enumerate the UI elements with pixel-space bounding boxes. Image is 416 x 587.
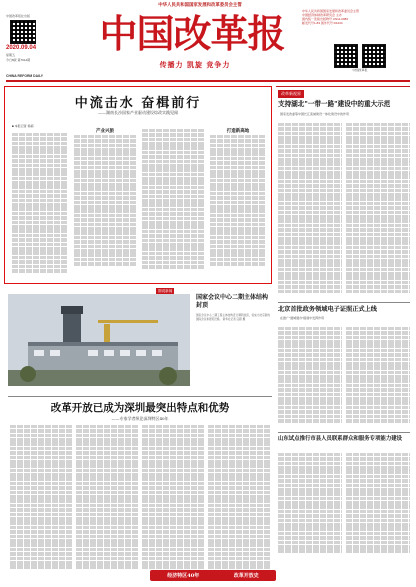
right-note: 中国经济体制改革研究会 主办 <box>302 13 342 17</box>
building-illustration-icon <box>8 294 190 386</box>
right-col-tag: 改革新视界 <box>278 90 304 98</box>
lead-subtitle: ——湖南长沙国家产业驱动建设综改实践见闻 <box>98 110 178 115</box>
bottom-col-2 <box>76 424 138 569</box>
lead-title: 中流击水 奋楫前行 <box>74 96 202 111</box>
right-col-e <box>278 452 342 553</box>
bottom-col-3 <box>142 424 204 569</box>
right-qr-icon <box>362 44 386 68</box>
right-headline-1: 支持湖北"一带一路"建设中的重大示范 <box>278 100 391 108</box>
right-col-b <box>346 122 410 293</box>
right-col-a <box>278 122 342 293</box>
lead-section-2: 打造新高地 <box>226 128 250 133</box>
right-col-d <box>346 326 410 423</box>
qr-label: 中国改革报 <box>352 68 368 72</box>
right-note: 中华人民共和国国家发展和改革委员会主管 <box>302 9 360 13</box>
masthead-rule <box>6 80 410 82</box>
bottom-title: 改革开放已成为深圳最突出特点和优势 <box>50 402 230 414</box>
top-line: 中华人民共和国国家发展和改革委员会主管 <box>158 2 242 7</box>
left-info <box>6 14 50 62</box>
bottom-col-1 <box>10 424 72 569</box>
lead-col-4 <box>210 128 266 266</box>
right-headline-3: 山东试点推行市县人员联系群众和服务专项能力建设 <box>278 436 402 442</box>
right-sub-1: 国家发改委等中国长江流域建设一体化建设中的作用 <box>280 112 350 116</box>
right-divider <box>278 302 410 303</box>
bottom-subtitle: ——专家学者纵论深圳特区40年 <box>111 416 169 421</box>
issue-date: 2020.09.04 <box>6 45 37 51</box>
newspaper-slogan: 传播力 凯旋 竞争力 <box>159 60 231 69</box>
newspaper-english: CHINA REFORM DAILY <box>6 74 44 78</box>
footer-left: 经济特区40年 <box>167 573 200 579</box>
bottom-divider <box>8 396 272 397</box>
left-info-publisher: 中国改革报社出版 <box>6 14 31 18</box>
left-qr-icon <box>10 20 36 44</box>
right-col-f <box>346 452 410 553</box>
right-note: 国内统一连续出版物号 CN11-0083 <box>302 17 348 21</box>
lead-section-1: 产业兴旅 <box>96 128 114 133</box>
lead-col-3 <box>142 128 204 269</box>
right-divider <box>278 432 410 433</box>
right-notes <box>302 9 406 25</box>
photo-caption: 国家会议中心二期工程主体结构近日顺利封顶，将成为北京新的国际会议和展览设施。 新华社记者 任超 摄 <box>196 314 270 321</box>
right-qr-icon <box>334 44 358 68</box>
news-photo <box>8 294 190 386</box>
photo-tag: 图说新闻 <box>158 288 173 293</box>
right-note: 邮发代号1-83 国外代号 D1234 <box>302 21 343 25</box>
right-headline-2: 北京首批政务领域电子证照正式上线 <box>278 306 377 313</box>
photo-caption-title: 国家会议中心二期主体结构封顶 <box>196 294 269 309</box>
lead-col-2 <box>74 128 136 266</box>
right-col-rule <box>276 86 410 87</box>
footer-right: 改革开放史 <box>233 573 259 579</box>
newspaper-title: 中国改革报 <box>99 11 285 56</box>
bottom-col-4 <box>208 424 270 569</box>
lead-author: ■ 本报记者 杨娟 <box>12 124 34 128</box>
issue-info: 今日8版 第7914期 <box>6 58 31 62</box>
issue-weekday: 星期五 <box>6 53 16 57</box>
lead-col-1 <box>12 132 68 273</box>
right-col-c <box>278 326 342 423</box>
right-sub-2: 在推广"通城通办"提速中发挥作用 <box>280 316 325 320</box>
footer-banner <box>150 570 276 581</box>
